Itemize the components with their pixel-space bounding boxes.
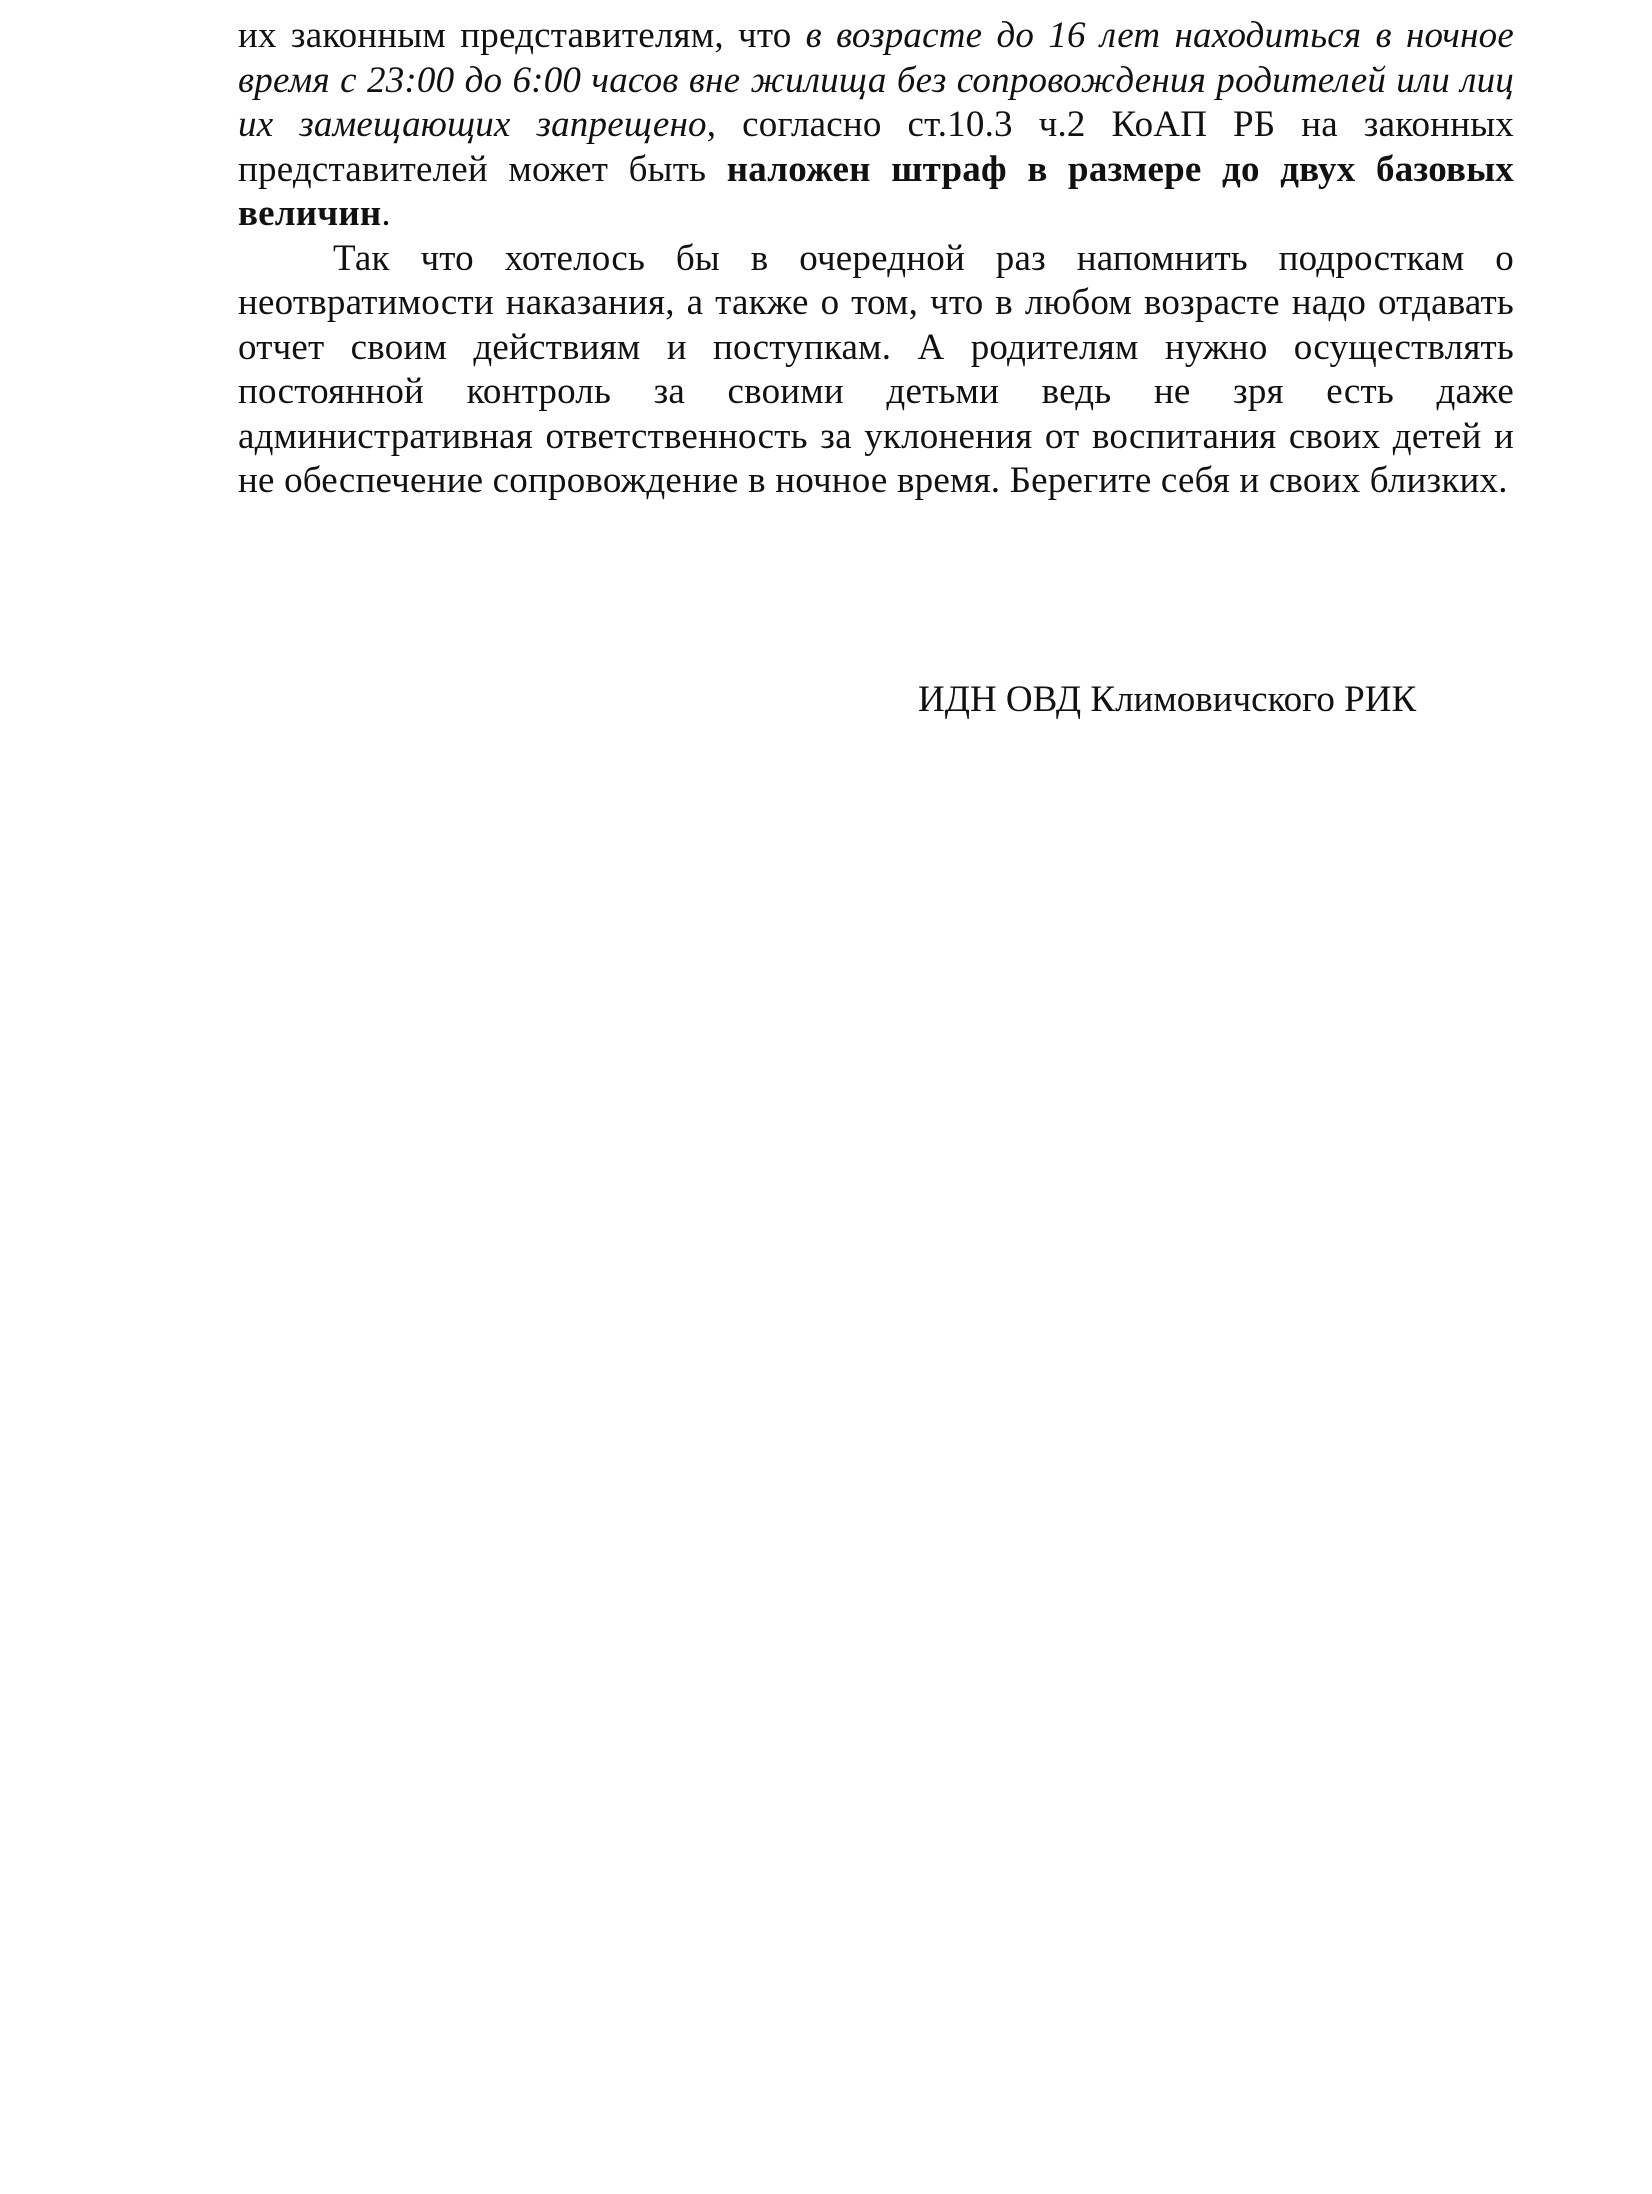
document-body — [238, 14, 1514, 504]
paragraph-appeal: Так что хотелось бы в очередной раз напомнить подросткам о неотвратимости наказания, а также о том, что в любом возрасте надо отдавать отчет своим действиям и поступкам. А родителям нужно осуществлять постоянной контроль за своими детьми ведь не зря есть даже административная ответственность за уклонения от воспитания своих детей и не обеспечение сопровождение в ночное время. Берегите себя и своих близких. — [238, 237, 1514, 501]
paragraph-legal-notice — [238, 14, 1514, 237]
paragraph-1-text-end: . — [381, 193, 391, 234]
curfew-rule-italic: в возрасте до 16 лет находиться в ночное время с 23:00 до 6:00 часов вне жилища без сопровождения родителей или лиц их замещающих запрещено — [238, 15, 1514, 145]
fine-warning-bold: наложен штраф в размере до двух базовых величин — [238, 148, 1514, 234]
signature-line: ИДН ОВД Климовичского РИК — [918, 679, 1417, 720]
paragraph-1-text-start: их законным представителям, что — [238, 15, 806, 56]
paragraph-1-text-middle: , согласно ст.10.3 ч.2 КоАП РБ на законных представителей может быть — [238, 104, 1514, 190]
